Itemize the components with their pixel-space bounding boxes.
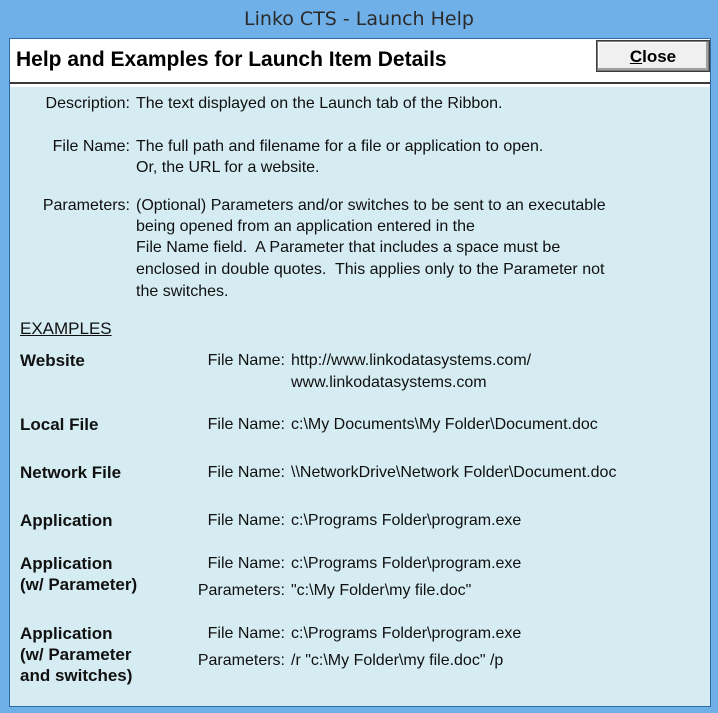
example-param-value: /r "c:\My Folder\my file.doc" /p (291, 652, 504, 669)
example-title: Website (20, 351, 85, 370)
page-title: Help and Examples for Launch Item Details (16, 48, 447, 71)
parameters-label: Parameters: (42, 197, 130, 214)
close-button-rest: lose (642, 47, 677, 66)
examples-heading: EXAMPLES (20, 319, 112, 338)
example-file-label: File Name: (207, 352, 285, 369)
example-file-value: c:\Programs Folder\program.exe (291, 512, 522, 529)
example-title: Local File (20, 415, 99, 434)
example-file-value: www.linkodatasystems.com (291, 374, 487, 391)
parameters-line-3: File Name field. A Parameter that includes a space must be (136, 239, 561, 256)
example-title: Application (20, 554, 113, 573)
example-title: and switches) (20, 666, 133, 685)
help-content (10, 87, 710, 706)
parameters-line-4: enclosed in double quotes. This applies only to the Parameter not (136, 261, 605, 278)
file-name-label: File Name: (52, 138, 130, 155)
window-title: Linko CTS - Launch Help (244, 8, 474, 30)
example-param-label: Parameters: (197, 582, 285, 599)
close-button[interactable] (597, 41, 709, 71)
header-divider (10, 82, 710, 84)
example-file-value: c:\My Documents\My Folder\Document.doc (291, 416, 598, 433)
example-param-value: "c:\My Folder\my file.doc" (291, 582, 472, 599)
example-title: Application (20, 511, 113, 530)
example-file-value: \\NetworkDrive\Network Folder\Document.doc (291, 464, 617, 481)
example-param-label: Parameters: (197, 652, 285, 669)
example-title: (w/ Parameter) (20, 575, 138, 594)
description-label: Description: (45, 95, 130, 112)
parameters-line-2: being opened from an application entered in the (136, 218, 475, 235)
parameters-line-1: (Optional) Parameters and/or switches to be sent to an executable (136, 197, 606, 214)
example-file-label: File Name: (207, 555, 285, 572)
example-file-label: File Name: (207, 464, 285, 481)
example-file-label: File Name: (207, 625, 285, 642)
file-name-line-1: The full path and filename for a file or application to open. (136, 138, 544, 155)
file-name-line-2: Or, the URL for a website. (136, 159, 320, 176)
parameters-line-5: the switches. (136, 283, 229, 300)
example-file-value: c:\Programs Folder\program.exe (291, 555, 522, 572)
description-text: The text displayed on the Launch tab of the Ribbon. (136, 95, 503, 112)
example-title: (w/ Parameter (20, 645, 132, 664)
window-client (9, 38, 711, 707)
example-file-value: http://www.linkodatasystems.com/ (291, 352, 532, 369)
example-title: Application (20, 624, 113, 643)
close-button-accel: C (629, 47, 643, 66)
example-file-label: File Name: (207, 512, 285, 529)
example-file-value: c:\Programs Folder\program.exe (291, 625, 522, 642)
example-title: Network File (20, 463, 122, 482)
example-file-label: File Name: (207, 416, 285, 433)
